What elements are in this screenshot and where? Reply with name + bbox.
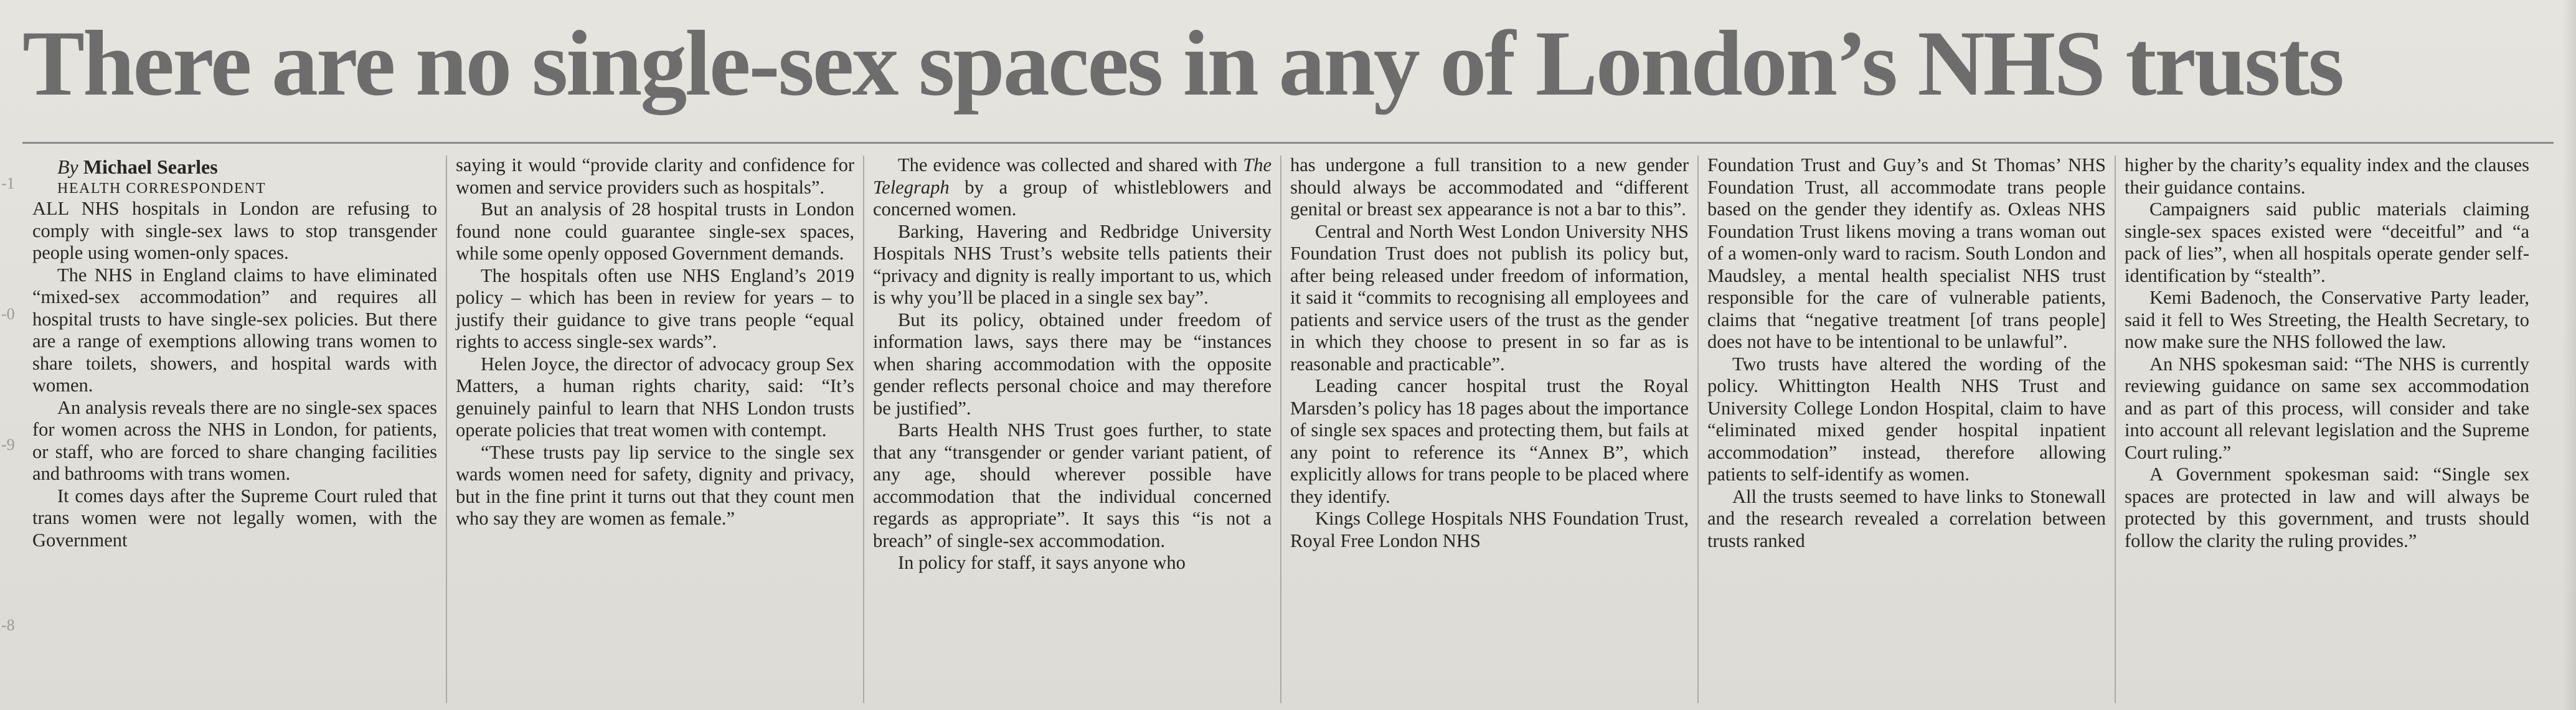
paragraph: Helen Joyce, the director of advocacy group Sex Matters, a human rights charity, said: “It’s genuinely painful to learn that NHS London trusts operate policies that treat women with contempt. <box>456 353 854 441</box>
paragraph: ALL NHS hospitals in London are refusing to comply with single-sex laws to stop transgender people using women-only spaces. <box>32 198 437 263</box>
paragraph: All the trusts seemed to have links to Stonewall and the research revealed a correlation between trusts ranked <box>1707 485 2106 551</box>
column-divider <box>446 156 447 703</box>
paragraph: The evidence was collected and shared with The Telegraph by a group of whistleblowers and concerned women. <box>873 154 1271 220</box>
paragraph: But an analysis of 28 hospital trusts in London found none could guarantee single-sex spaces, while some openly opposed Government demands. <box>456 199 854 264</box>
article-column-4 <box>1290 154 1689 708</box>
paragraph: Barking, Havering and Redbridge University Hospitals NHS Trust’s website tells patients their “privacy and dignity is really important to us, which is why you’ll be placed in a single sex bay”. <box>873 220 1271 308</box>
margin-mark: -9 <box>1 436 15 454</box>
margin-mark: -0 <box>1 305 15 323</box>
margin-mark: -8 <box>1 616 15 634</box>
column-divider <box>863 156 864 703</box>
paragraph: has undergone a full transition to a new gender should always be accommodated and “different genital or breast sex appearance is not a bar to this”. <box>1290 154 1689 220</box>
paragraph: Campaigners said public materials claiming single-sex spaces existed were “deceitful” and “a pack of lies”, when all hospitals operate gender self-identification by “stealth”. <box>2125 199 2529 286</box>
column-divider <box>1280 156 1281 703</box>
paragraph: The hospitals often use NHS England’s 2019 policy – which has been in review for years – to justify their guidance to give trans people “equal rights to access single-sex wards”. <box>456 264 854 352</box>
article-column-2 <box>456 154 854 708</box>
byline-prefix: By <box>57 156 78 178</box>
paragraph: But its policy, obtained under freedom of information laws, says there may be “instances when sharing accommodation with the opposite gender reflects personal choice and may therefore be justified”. <box>873 309 1271 419</box>
paragraph: Central and North West London University NHS Foundation Trust does not publish its policy but, after being released under freedom of information, it said it “commits to recognising all employees and patients and service users of the trust as the gender in which they choose to present in so far as is reasonable and practicable”. <box>1290 220 1689 375</box>
paragraph: It comes days after the Supreme Court ruled that trans women were not legally women, with the Government <box>32 485 437 551</box>
paragraph: A Government spokesman said: “Single sex spaces are protected in law and will always be protected by this government, and trusts should follow the clarity the ruling provides.” <box>2125 464 2529 551</box>
article-column-6 <box>2125 154 2529 708</box>
margin-marks <box>0 149 14 709</box>
paragraph: An analysis reveals there are no single-sex spaces for women across the NHS in London, for patients, or staff, who are forced to share changing facilities and bathrooms with trans women. <box>32 396 437 484</box>
paragraph: Kemi Badenoch, the Conservative Party leader, said it fell to Wes Streeting, the Health Secretary, to now make sure the NHS followed the law. <box>2125 287 2529 352</box>
byline <box>32 154 437 179</box>
margin-mark: -1 <box>1 174 15 192</box>
article-column-1 <box>32 154 437 708</box>
publication-name: The Telegraph <box>873 154 1271 198</box>
paragraph: higher by the charity’s equality index and the clauses their guidance contains. <box>2125 154 2529 198</box>
author-name: Michael Searles <box>83 156 218 178</box>
paragraph: “These trusts pay lip service to the single sex wards women need for safety, dignity and privacy, but in the fine print it turns out that they count men who say they are women as female.” <box>456 441 854 529</box>
article-column-5 <box>1707 154 2106 708</box>
headline-rule <box>22 142 2554 144</box>
paragraph: Two trusts have altered the wording of the policy. Whittington Health NHS Trust and University College London Hospital, claim to have “eliminated mixed gender hospital inpatient accommodation” instead, therefore allowing patients to self-identify as women. <box>1707 353 2106 485</box>
paragraph: An NHS spokesman said: “The NHS is currently reviewing guidance on same sex accommodation and as part of this process, will consider and take into account all relevant legislation and the Supreme Court ruling.” <box>2125 353 2529 463</box>
paragraph: Leading cancer hospital trust the Royal Marsden’s policy has 18 pages about the importance of single sex spaces and protecting them, but fails at any point to reference its “Annex B”, which explicitly allows for trans people to be placed where they identify. <box>1290 375 1689 507</box>
column-divider <box>1697 156 1699 703</box>
paragraph: Barts Health NHS Trust goes further, to state that any “transgender or gender variant patient, of any age, should wherever possible have accommodation that the individual concerned regards as appropriate”. It says this “is not a breach” of single-sex accommodation. <box>873 419 1271 551</box>
author-role: HEALTH CORRESPONDENT <box>57 180 267 197</box>
page-fold-shadow <box>2562 0 2576 710</box>
column-divider <box>2115 156 2116 703</box>
paragraph: saying it would “provide clarity and confidence for women and service providers such as hospitals”. <box>456 154 854 198</box>
paragraph: Foundation Trust and Guy’s and St Thomas’ NHS Foundation Trust, all accommodate trans people based on the gender they identify as. Oxleas NHS Foundation Trust likens moving a trans woman out of a women-only ward to racism. South London and Maudsley, a mental health specialist NHS trust responsible for the care of vulnerable patients, claims that “negative treatment [of trans people] does not have to be intentional to be unlawful”. <box>1707 154 2106 352</box>
paragraph: In policy for staff, it says anyone who <box>898 552 1186 573</box>
paragraph: The NHS in England claims to have eliminated “mixed-sex accommodation” and requires all hospital trusts to have single-sex policies. But there are a range of exemptions allowing trans women to share toilets, showers, and hospital wards with women. <box>32 264 437 396</box>
article-column-3 <box>873 154 1271 708</box>
paragraph: Kings College Hospitals NHS Foundation Trust, Royal Free London NHS <box>1290 508 1689 551</box>
headline: There are no single-sex spaces in any of London’s NHS trusts <box>22 12 2342 115</box>
